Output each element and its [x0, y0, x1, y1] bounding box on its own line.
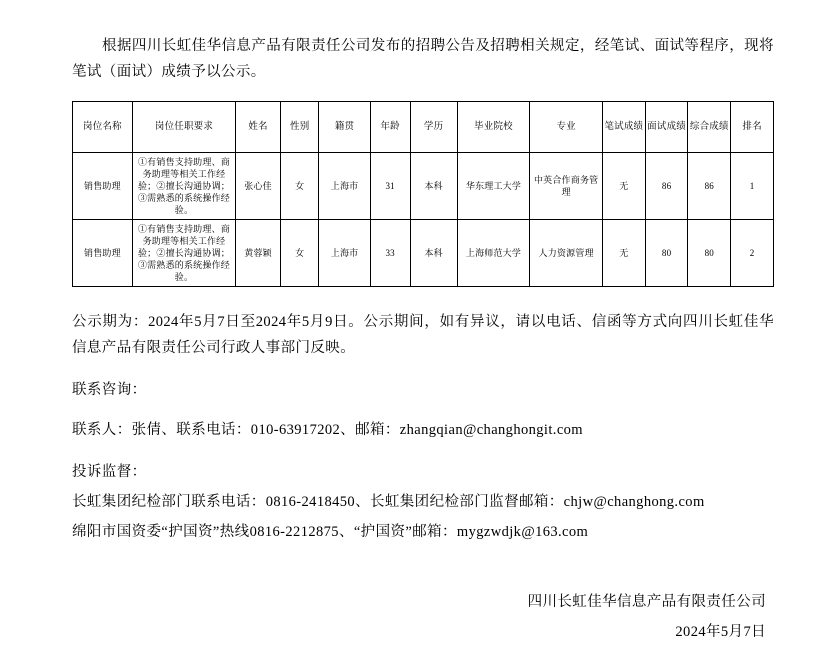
cell-major: 中英合作商务管理: [530, 152, 603, 219]
signature-date: 2024年5月7日: [675, 623, 766, 640]
cell-written-score: 无: [602, 219, 645, 286]
notice-text: 公示期为：2024年5月7日至2024年5月9日。公示期间，如有异议，请以电话、信函等方式向四川长虹佳华信息产品有限责任公司行政人事部门反映。: [72, 313, 774, 356]
cell-requirement: ①有销售支持助理、商务助理等相关工作经验；②擅长沟通协调；③需熟悉的系统操作经验。: [132, 152, 235, 219]
contact-line: 联系人：张倩、联系电话：010-63917202、邮箱：zhangqian@changhongit.com: [72, 421, 583, 438]
complaint-line1-paragraph: [72, 489, 774, 515]
cell-major: 人力资源管理: [530, 219, 603, 286]
table-header: [73, 101, 774, 152]
results-table: [72, 101, 774, 287]
cell-origin: 上海市: [319, 152, 370, 219]
cell-gender: 女: [281, 152, 319, 219]
cell-education: 本科: [410, 219, 457, 286]
cell-name: 黄蓉颖: [236, 219, 281, 286]
col-header-gender: 性别: [281, 101, 319, 152]
col-header-age: 年龄: [370, 101, 410, 152]
cell-post: 销售助理: [73, 152, 133, 219]
contact-line-paragraph: [72, 417, 774, 443]
cell-post: 销售助理: [73, 219, 133, 286]
cell-gender: 女: [281, 219, 319, 286]
col-header-school: 毕业院校: [457, 101, 530, 152]
cell-total-score: 86: [688, 152, 731, 219]
signature-block: [72, 587, 774, 647]
col-header-origin: 籍贯: [319, 101, 370, 152]
table-row: [73, 152, 774, 219]
cell-interview-score: 86: [645, 152, 688, 219]
table-header-row: [73, 101, 774, 152]
col-header-post: 岗位名称: [73, 101, 133, 152]
notice-paragraph: [72, 309, 774, 361]
contact-title: 联系咨询：: [72, 381, 147, 398]
complaint-line2-paragraph: [72, 519, 774, 545]
cell-requirement: ①有销售支持助理、商务助理等相关工作经验；②擅长沟通协调；③需熟悉的系统操作经验。: [132, 219, 235, 286]
cell-written-score: 无: [602, 152, 645, 219]
col-header-requirement: 岗位任职要求: [132, 101, 235, 152]
col-header-rank: 排名: [731, 101, 774, 152]
cell-total-score: 80: [688, 219, 731, 286]
col-header-education: 学历: [410, 101, 457, 152]
cell-rank: 1: [731, 152, 774, 219]
cell-age: 31: [370, 152, 410, 219]
complaint-section: [72, 459, 774, 545]
signature-company: 四川长虹佳华信息产品有限责任公司: [527, 593, 766, 610]
table-row: [73, 219, 774, 286]
complaint-title: 投诉监督：: [72, 463, 147, 480]
contact-section: [72, 377, 774, 443]
col-header-major: 专业: [530, 101, 603, 152]
col-header-total-score: 综合成绩: [688, 101, 731, 152]
complaint-line-1: 长虹集团纪检部门联系电话：0816-2418450、长虹集团纪检部门监督邮箱：chjw@changhong.com: [72, 493, 705, 510]
cell-school: 华东理工大学: [457, 152, 530, 219]
cell-education: 本科: [410, 152, 457, 219]
cell-school: 上海师范大学: [457, 219, 530, 286]
col-header-interview-score: 面试成绩: [645, 101, 688, 152]
cell-interview-score: 80: [645, 219, 688, 286]
col-header-written-score: 笔试成绩: [602, 101, 645, 152]
col-header-name: 姓名: [236, 101, 281, 152]
cell-rank: 2: [731, 219, 774, 286]
cell-name: 张心佳: [236, 152, 281, 219]
intro-text: 根据四川长虹佳华信息产品有限责任公司发布的招聘公告及招聘相关规定，经笔试、面试等程序，现将笔试（面试）成绩予以公示。: [72, 37, 774, 80]
complaint-title-paragraph: [72, 459, 774, 485]
table-body: [73, 152, 774, 286]
contact-title-paragraph: [72, 377, 774, 403]
cell-origin: 上海市: [319, 219, 370, 286]
cell-age: 33: [370, 219, 410, 286]
complaint-line-2: 绵阳市国资委“护国资”热线0816-2212875、“护国资”邮箱：mygzwdjk@163.com: [72, 523, 589, 540]
intro-paragraph: [72, 33, 774, 85]
